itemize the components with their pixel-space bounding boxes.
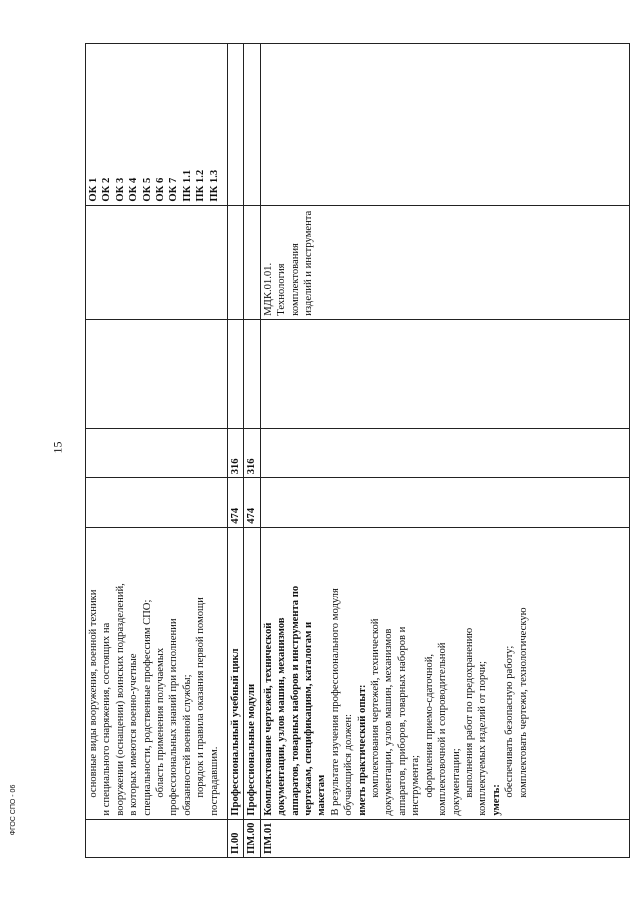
text-line: выполнения работ по предохранению <box>463 627 475 798</box>
competency-code: ОК 7 <box>168 177 180 202</box>
cell-hours-req <box>260 428 629 477</box>
module-title-line: аппаратов, товарных наборов и инструмента по <box>289 585 301 816</box>
module-title-line: Комплектование чертежей, технической <box>262 622 274 816</box>
text-line: специальности, родственные профессиям СПО; <box>141 599 153 816</box>
cell-competencies <box>260 44 629 206</box>
cell-mdk <box>244 205 260 319</box>
cell-title: Профессиональный учебный цикл <box>228 527 244 819</box>
cell-title: Профессиональные модули <box>244 527 260 819</box>
text-line: обучающийся должен: <box>343 714 355 816</box>
curriculum-table <box>85 43 630 858</box>
text-line: область применения получаемых <box>155 647 167 798</box>
footer-text: ФГОС СПО - 06 <box>10 784 17 836</box>
text-line: вооружении (оснащении) воинских подразделений, <box>114 583 126 816</box>
table-row-continuation <box>86 44 228 858</box>
text-line: документации; <box>450 748 462 816</box>
mdk-line: комплектования <box>289 243 301 316</box>
text-line: инструмента; <box>410 755 422 816</box>
cell-mdk <box>86 205 228 319</box>
cell-content <box>260 527 629 819</box>
cell-hours-req: 316 <box>244 428 260 477</box>
text-line: профессиональных знаний при исполнении <box>168 618 180 816</box>
competency-code: ПК 1.2 <box>195 169 207 202</box>
competency-code: ОК 6 <box>155 177 167 202</box>
table-row-pm01 <box>260 44 629 858</box>
cell-hours-max <box>86 478 228 527</box>
text-line: в которых имеются военно-учетные <box>128 653 140 816</box>
cell-hours-max: 474 <box>244 478 260 527</box>
cell-hours-max: 474 <box>228 478 244 527</box>
text-line: комплектуемых изделий от порчи; <box>477 661 489 816</box>
cell-hours-max <box>260 478 629 527</box>
cell-competencies <box>228 44 244 206</box>
text-line: В результате изучения профессионального модуля <box>329 588 341 816</box>
rotated-table-container <box>85 43 630 858</box>
cell-mdk <box>228 205 244 319</box>
cell-discipline <box>228 319 244 428</box>
cell-discipline <box>244 319 260 428</box>
table-row-p00 <box>228 44 244 858</box>
mdk-line: Технология <box>276 263 288 316</box>
text-line: оформления приемо-сдаточной, <box>423 653 435 798</box>
mdk-line: МДК.01.01. <box>262 262 274 316</box>
competency-code: ОК 1 <box>88 177 99 202</box>
competency-code: ПК 1.1 <box>181 169 193 202</box>
text-line: комплектовать чертежи, технологическую <box>517 607 529 798</box>
cell-hours-req: 316 <box>228 428 244 477</box>
cell-code <box>86 819 228 857</box>
cell-competencies <box>86 44 228 206</box>
table-row-pm00 <box>244 44 260 858</box>
text-line: аппаратов, приборов, товарных наборов и <box>396 626 408 816</box>
text-line: комплектовочной и сопроводительной <box>437 642 449 816</box>
text-line: обязанностей военной службы; <box>181 674 193 816</box>
cell-discipline <box>260 319 629 428</box>
module-title-line: чертежам, спецификациям, каталогам и <box>303 621 315 816</box>
competency-code: ОК 2 <box>101 177 113 202</box>
page-number: 15 <box>50 441 65 454</box>
cell-discipline <box>86 319 228 428</box>
cell-mdk <box>260 205 629 319</box>
mdk-line: изделий и инструмента <box>303 210 315 316</box>
cell-hours-req <box>86 428 228 477</box>
text-line: и специального снаряжения, состоящих на <box>101 622 113 816</box>
cell-competencies <box>244 44 260 206</box>
text-line: порядок и правила оказания первой помощи <box>195 597 207 798</box>
text-line: основные виды вооружения, военной техники <box>88 589 99 798</box>
text-line: пострадавшим. <box>208 746 220 816</box>
module-title-line: документации, узлов машин, механизмов <box>276 617 288 816</box>
cell-code: П.00 <box>228 819 244 857</box>
cell-content <box>86 527 228 819</box>
competency-code: ОК 4 <box>128 177 140 202</box>
text-line: документации, узлов машин, механизмов <box>383 628 395 816</box>
competency-code: ОК 5 <box>141 177 153 202</box>
cell-code: ПМ.01 <box>260 819 629 857</box>
competency-code: ОК 3 <box>114 177 126 202</box>
competency-code: ПК 1.3 <box>208 169 220 202</box>
text-line: обеспечивать безопасную работу; <box>504 645 516 798</box>
text-line: комплектования чертежей, технической <box>370 618 382 798</box>
module-title-line: макетам <box>316 774 328 816</box>
skills-label: уметь: <box>490 784 502 816</box>
practice-label: иметь практический опыт: <box>356 684 368 816</box>
cell-code: ПМ.00 <box>244 819 260 857</box>
